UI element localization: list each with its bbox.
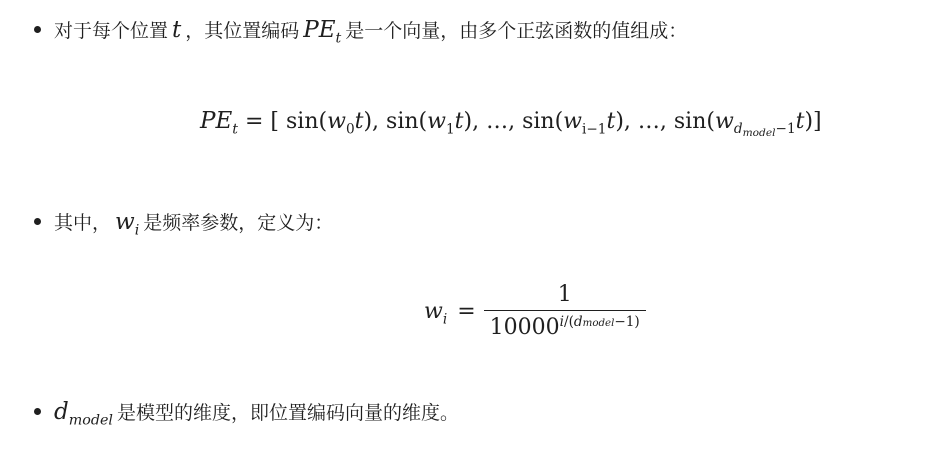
eq1-equals: = [ xyxy=(238,109,280,134)
bullet-1 xyxy=(34,16,688,47)
eq1-paren-3: ( xyxy=(554,109,564,134)
eq2-lhs xyxy=(424,298,448,327)
bullet-1-text-before: 对于每个位置 xyxy=(54,20,169,42)
eq1-w-4: w xyxy=(714,109,734,134)
eq1-lhs-sub: t xyxy=(232,121,238,138)
eq1-sin-1: sin xyxy=(286,109,319,134)
bullet-2 xyxy=(34,208,334,239)
bullet-dot xyxy=(34,218,41,225)
bullet-2-w: w xyxy=(115,208,135,235)
eq1-close-3: ), xyxy=(615,109,631,134)
eq1-sub-4-model: model xyxy=(742,126,776,140)
eq1-sin-2: sin xyxy=(386,109,419,134)
eq1-w-3: w xyxy=(563,109,583,134)
eq1-dots-1: …, xyxy=(486,109,516,134)
eq1-sub-4-d: d xyxy=(733,121,743,138)
eq2-exp-d: d xyxy=(573,313,583,330)
eq1-close-4: )] xyxy=(804,109,822,134)
eq1-t-3: t xyxy=(606,109,616,134)
eq2-exponent xyxy=(560,314,640,330)
eq2-exp-rest: −1) xyxy=(614,313,640,330)
bullet-1-pe-sub: t xyxy=(335,30,342,47)
eq1-sub-1: 0 xyxy=(345,121,355,138)
eq2-lhs-sub: i xyxy=(442,310,448,327)
equation-pe xyxy=(200,108,822,140)
bullet-2-w-sub: i xyxy=(134,222,140,239)
eq1-close-1: ), xyxy=(363,109,380,134)
eq2-lhs-w: w xyxy=(424,298,443,324)
bullet-dot xyxy=(34,408,41,415)
eq2-exp-i: i xyxy=(559,313,564,330)
eq1-lhs-pe: PE xyxy=(200,108,233,134)
eq1-paren-4: ( xyxy=(706,109,715,134)
bullet-1-text-after: 是一个向量，由多个正弦函数的值组成： xyxy=(345,20,688,42)
eq1-sub-2: 1 xyxy=(445,121,455,138)
eq2-exp-model: model xyxy=(582,317,615,329)
eq1-w-2: w xyxy=(427,109,446,134)
eq1-paren-2: ( xyxy=(418,109,428,134)
bullet-2-text-after: 是频率参数，定义为： xyxy=(143,212,334,234)
eq1-lhs xyxy=(200,108,238,138)
eq1-sin-4: sin xyxy=(673,109,707,134)
bullet-3-d-sub: model xyxy=(68,412,113,429)
eq1-t-1: t xyxy=(354,109,364,134)
eq1-t-4: t xyxy=(795,109,805,134)
eq2-equals: = xyxy=(457,298,476,324)
eq1-sub-3: i−1 xyxy=(582,121,607,138)
eq1-sin-3: sin xyxy=(522,109,555,134)
bullet-2-math-w xyxy=(111,208,143,239)
eq2-exp-slash: /( xyxy=(564,313,574,330)
equation-w xyxy=(424,282,646,340)
bullet-3 xyxy=(34,398,459,429)
bullet-1-math-pe xyxy=(299,16,345,47)
bullet-1-pe: PE xyxy=(303,16,336,43)
eq1-t-2: t xyxy=(454,109,464,134)
eq1-w-1: w xyxy=(327,109,346,134)
eq2-denominator xyxy=(484,310,646,340)
eq2-fraction xyxy=(484,282,646,340)
eq1-close-2: ), xyxy=(463,109,480,134)
bullet-1-math-t: t xyxy=(172,16,182,43)
eq1-paren-1: ( xyxy=(318,109,328,134)
bullet-2-text-before: 其中， xyxy=(54,212,112,234)
eq2-numerator: 1 xyxy=(557,282,572,307)
bullet-3-math-d xyxy=(54,398,117,429)
bullet-1-text-mid: ，其位置编码 xyxy=(185,20,300,42)
eq1-dots-2: …, xyxy=(637,109,667,134)
bullet-3-d: d xyxy=(54,398,69,425)
eq2-den-base: 10000 xyxy=(489,315,560,340)
bullet-dot xyxy=(34,26,41,33)
eq1-sub-4-rest: −1 xyxy=(775,121,796,138)
bullet-3-text-after: 是模型的维度，即位置编码向量的维度。 xyxy=(116,402,459,424)
eq1-sub-4 xyxy=(733,121,796,140)
